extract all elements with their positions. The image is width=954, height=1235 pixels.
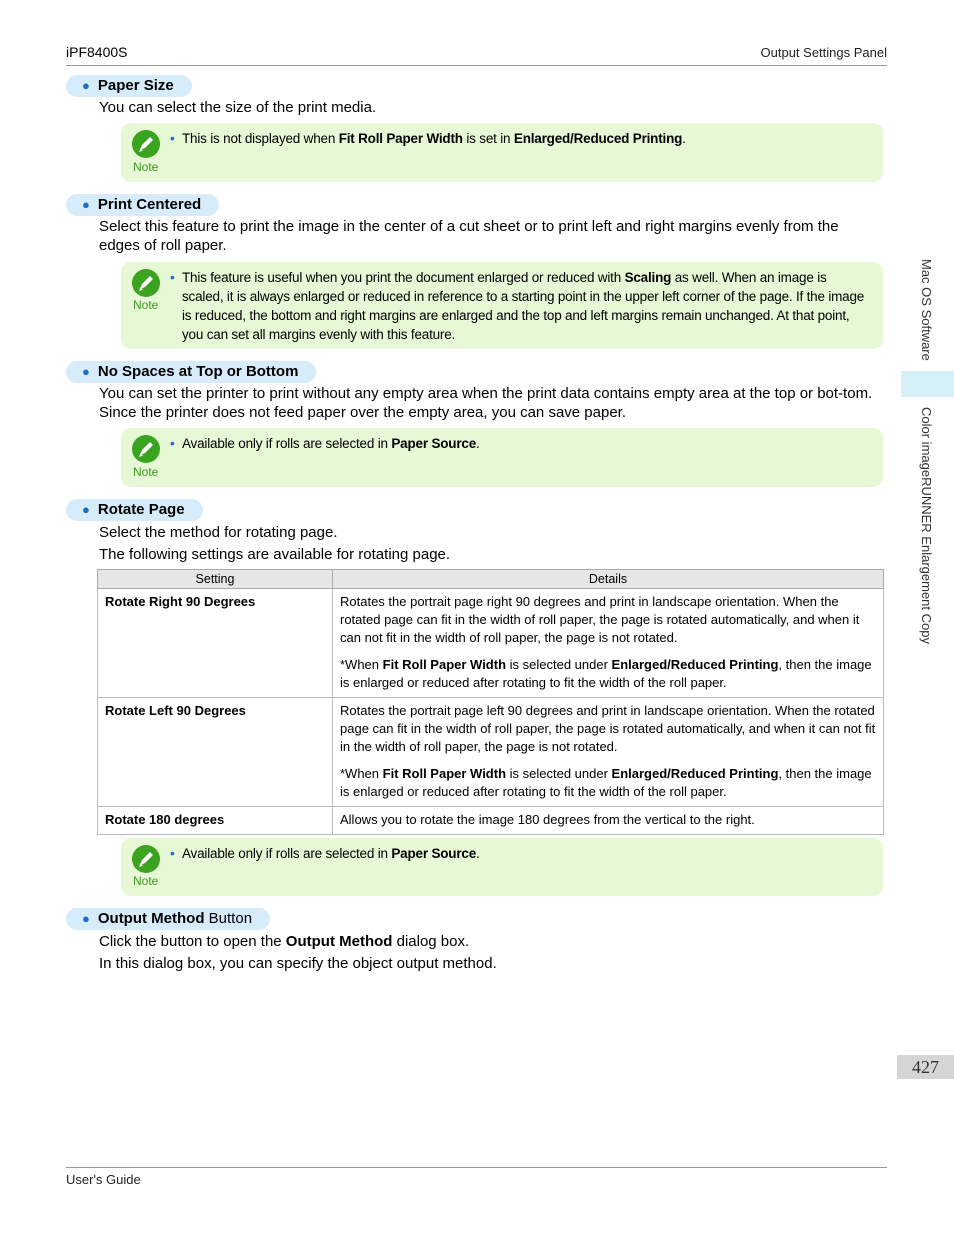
note-label: Note	[133, 465, 159, 479]
footer-title: User's Guide	[66, 1172, 141, 1187]
print-centered-description: Select this feature to print the image in the center of a cut sheet or to print left and right margins evenly from the edges of roll paper.	[99, 218, 839, 254]
output-method-detail: In this dialog box, you can specify the object output method.	[99, 955, 497, 972]
section-name: Output Settings Panel	[760, 45, 887, 60]
setting-cell: Rotate 180 degrees	[98, 807, 333, 835]
note-box	[121, 838, 883, 896]
pencil-note-icon	[131, 268, 161, 298]
note-box	[121, 123, 883, 182]
details-cell: Rotates the portrait page right 90 degrees and print in landscape orientation. When the rotated page can fit in the width of roll paper, the page is rotated automatically, and when it can not fit in the width of roll paper, the page is not rotated. *When Fit Roll Paper Width is selected under Enlarged/Reduced Printing, then the image is enlarged or reduced after rotating to fit the width of the roll paper.	[333, 589, 884, 698]
note-text: • Available only if rolls are selected in Paper Source.	[170, 436, 480, 451]
setting-cell: Rotate Left 90 Degrees	[98, 698, 333, 807]
rotate-settings-table	[97, 569, 884, 835]
note-text: • This feature is useful when you print the document enlarged or reduced with Scaling as well. When an image is scaled, it is always enlarged or reduced in reference to a starting point in the upper left corner of the page. If the image is reduced, the bottom and right margins are enlarged and the top and left margins remain unchanged. At that point, you can set all margins evenly with this feature.	[170, 270, 865, 342]
details-cell: Allows you to rotate the image 180 degrees from the vertical to the right.	[333, 807, 884, 835]
pencil-note-icon	[131, 844, 161, 874]
no-spaces-description: You can set the printer to print without any empty area when the print data contains empty area at the top or bot-tom. Since the printer does not feed paper over the empty area, you can save paper.	[99, 385, 873, 421]
table-header-row	[98, 570, 884, 589]
section-heading-no-spaces: ● No Spaces at Top or Bottom	[66, 361, 316, 383]
note-label: Note	[133, 298, 159, 312]
page-number: 427	[897, 1055, 954, 1079]
bullet-icon: ●	[82, 911, 90, 926]
note-box	[121, 262, 883, 349]
sidebar-tab-marker	[901, 371, 954, 397]
table-row	[98, 589, 884, 698]
sidebar-chapter: Mac OS Software	[919, 259, 934, 361]
rotate-page-table-intro: The following settings are available for rotating page.	[99, 546, 451, 563]
note-label: Note	[133, 160, 159, 174]
bullet-icon: ●	[82, 197, 90, 212]
section-heading-print-centered: ● Print Centered	[66, 194, 219, 216]
section-heading-rotate-page: ● Rotate Page	[66, 499, 203, 521]
pencil-note-icon	[131, 129, 161, 159]
details-cell: Rotates the portrait page left 90 degrees and print in landscape orientation. When the rotated page can fit in the width of roll paper, the page is rotated automatically, and when it can not fit in the width of roll paper, the page is not rotated. *When Fit Roll Paper Width is selected under Enlarged/Reduced Printing, then the image is enlarged or reduced after rotating to fit the width of the roll paper.	[333, 698, 884, 807]
setting-cell: Rotate Right 90 Degrees	[98, 589, 333, 698]
section-heading-output-method: ● Output Method Button	[66, 908, 270, 930]
table-row	[98, 698, 884, 807]
pencil-note-icon	[131, 434, 161, 464]
table-row	[98, 807, 884, 835]
sidebar-topic: Color imageRUNNER Enlargement Copy	[919, 407, 934, 644]
section-heading-paper-size: ● Paper Size	[66, 75, 192, 97]
rotate-page-description: Select the method for rotating page.	[99, 524, 338, 541]
footer-rule	[66, 1167, 887, 1168]
bullet-icon: ●	[82, 502, 90, 517]
bullet-icon: ●	[82, 364, 90, 379]
header-rule	[66, 65, 887, 66]
output-method-description: Click the button to open the Output Method dialog box.	[99, 933, 470, 950]
note-box	[121, 428, 883, 487]
note-label: Note	[133, 874, 159, 888]
note-text: • Available only if rolls are selected in Paper Source.	[170, 846, 480, 861]
paper-size-description: You can select the size of the print media.	[99, 99, 377, 116]
column-header-details: Details	[333, 570, 884, 589]
model-name: iPF8400S	[66, 44, 128, 60]
note-text: • This is not displayed when Fit Roll Paper Width is set in Enlarged/Reduced Printing.	[170, 131, 686, 146]
column-header-setting: Setting	[98, 570, 333, 589]
bullet-icon: ●	[82, 78, 90, 93]
